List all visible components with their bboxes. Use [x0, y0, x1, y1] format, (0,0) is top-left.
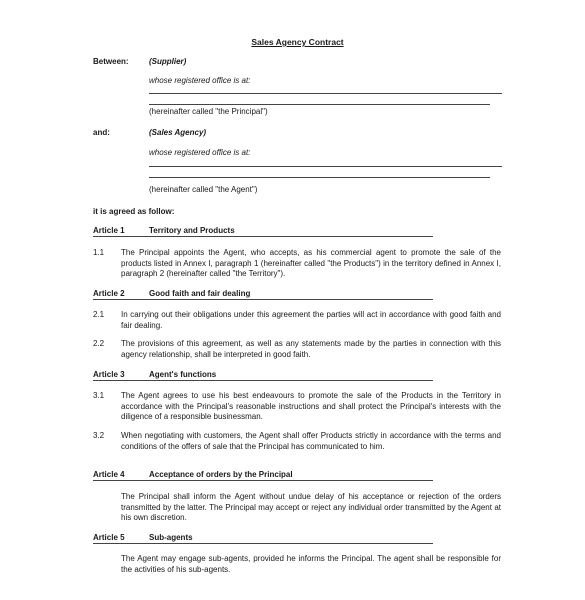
supplier-address-line-2 [149, 104, 490, 105]
article-2-rule [93, 299, 433, 300]
article-1-label: Article 1 [93, 226, 125, 235]
clause-text: In carrying out their obligations under this agreement the parties will act in accordance with good faith and fair dealing. [121, 310, 501, 330]
document-title: Sales Agency Contract [251, 37, 344, 47]
between-label: Between: [93, 57, 129, 66]
article-2-label: Article 2 [93, 289, 125, 298]
agency-address-line-1 [149, 166, 502, 167]
clause-text: The Agent may engage sub-agents, provided he informs the Principal. The agent shall be responsible for the activities of his sub-agents. [121, 554, 501, 574]
article-1-rule [93, 236, 433, 237]
sales-agency-label: (Sales Agency) [149, 128, 207, 137]
clause-text: The Principal shall inform the Agent without undue delay of his acceptance or rejection of the orders transmitted by the latter. The Principal may accept or reject any individual order transmitted by the Agent at his own discretion. [121, 492, 501, 522]
supplier-office-label: whose registered office is at: [149, 76, 251, 85]
clause-number: 2.2 [93, 339, 105, 348]
clause-text: When negotiating with customers, the Agent shall offer Products strictly in accordance with the terms and conditions of the offers of sale that the Principal has communicated to him. [121, 431, 501, 451]
supplier-address-line-1 [149, 93, 502, 94]
and-label: and: [93, 128, 110, 137]
clause-number: 2.1 [93, 310, 105, 319]
agreed-heading: it is agreed as follow: [93, 207, 175, 216]
article-5-label: Article 5 [93, 533, 125, 542]
clause-text: The provisions of this agreement, as well as any statements made by the parties in connection with this agency relationship, shall be interpreted in good faith. [121, 339, 501, 359]
supplier-label: (Supplier) [149, 57, 187, 66]
article-4-title: Acceptance of orders by the Principal [149, 470, 293, 479]
clause-number: 3.1 [93, 391, 105, 400]
article-2-title: Good faith and fair dealing [149, 289, 251, 298]
article-4-rule [93, 480, 433, 481]
article-5-title: Sub-agents [149, 533, 193, 542]
agency-address-line-2 [149, 177, 490, 178]
clause-number: 1.1 [93, 248, 105, 257]
agency-office-label: whose registered office is at: [149, 148, 251, 157]
principal-definition: (hereinafter called "the Principal") [149, 107, 268, 116]
article-3-label: Article 3 [93, 370, 125, 379]
clause-number: 3.2 [93, 431, 105, 440]
article-3-rule [93, 380, 433, 381]
article-4-label: Article 4 [93, 470, 125, 479]
article-1-title: Territory and Products [149, 226, 235, 235]
agent-definition: (hereinafter called "the Agent") [149, 185, 258, 194]
clause-text: The Principal appoints the Agent, who accepts, as his commercial agent to promote the sale of the products listed in Annex I, paragraph 1 (hereinafter called "the Products") in the territory defined in Annex I, paragraph 2 (hereinafter called "the Territory"). [121, 248, 501, 278]
article-5-rule [93, 543, 433, 544]
article-3-title: Agent's functions [149, 370, 217, 379]
clause-text: The Agent agrees to use his best endeavours to promote the sale of the Products in the Territory in accordance with the Principal's reasonable instructions and shall protect the Principal's interests with the diligence of a responsible businessman. [121, 391, 501, 421]
